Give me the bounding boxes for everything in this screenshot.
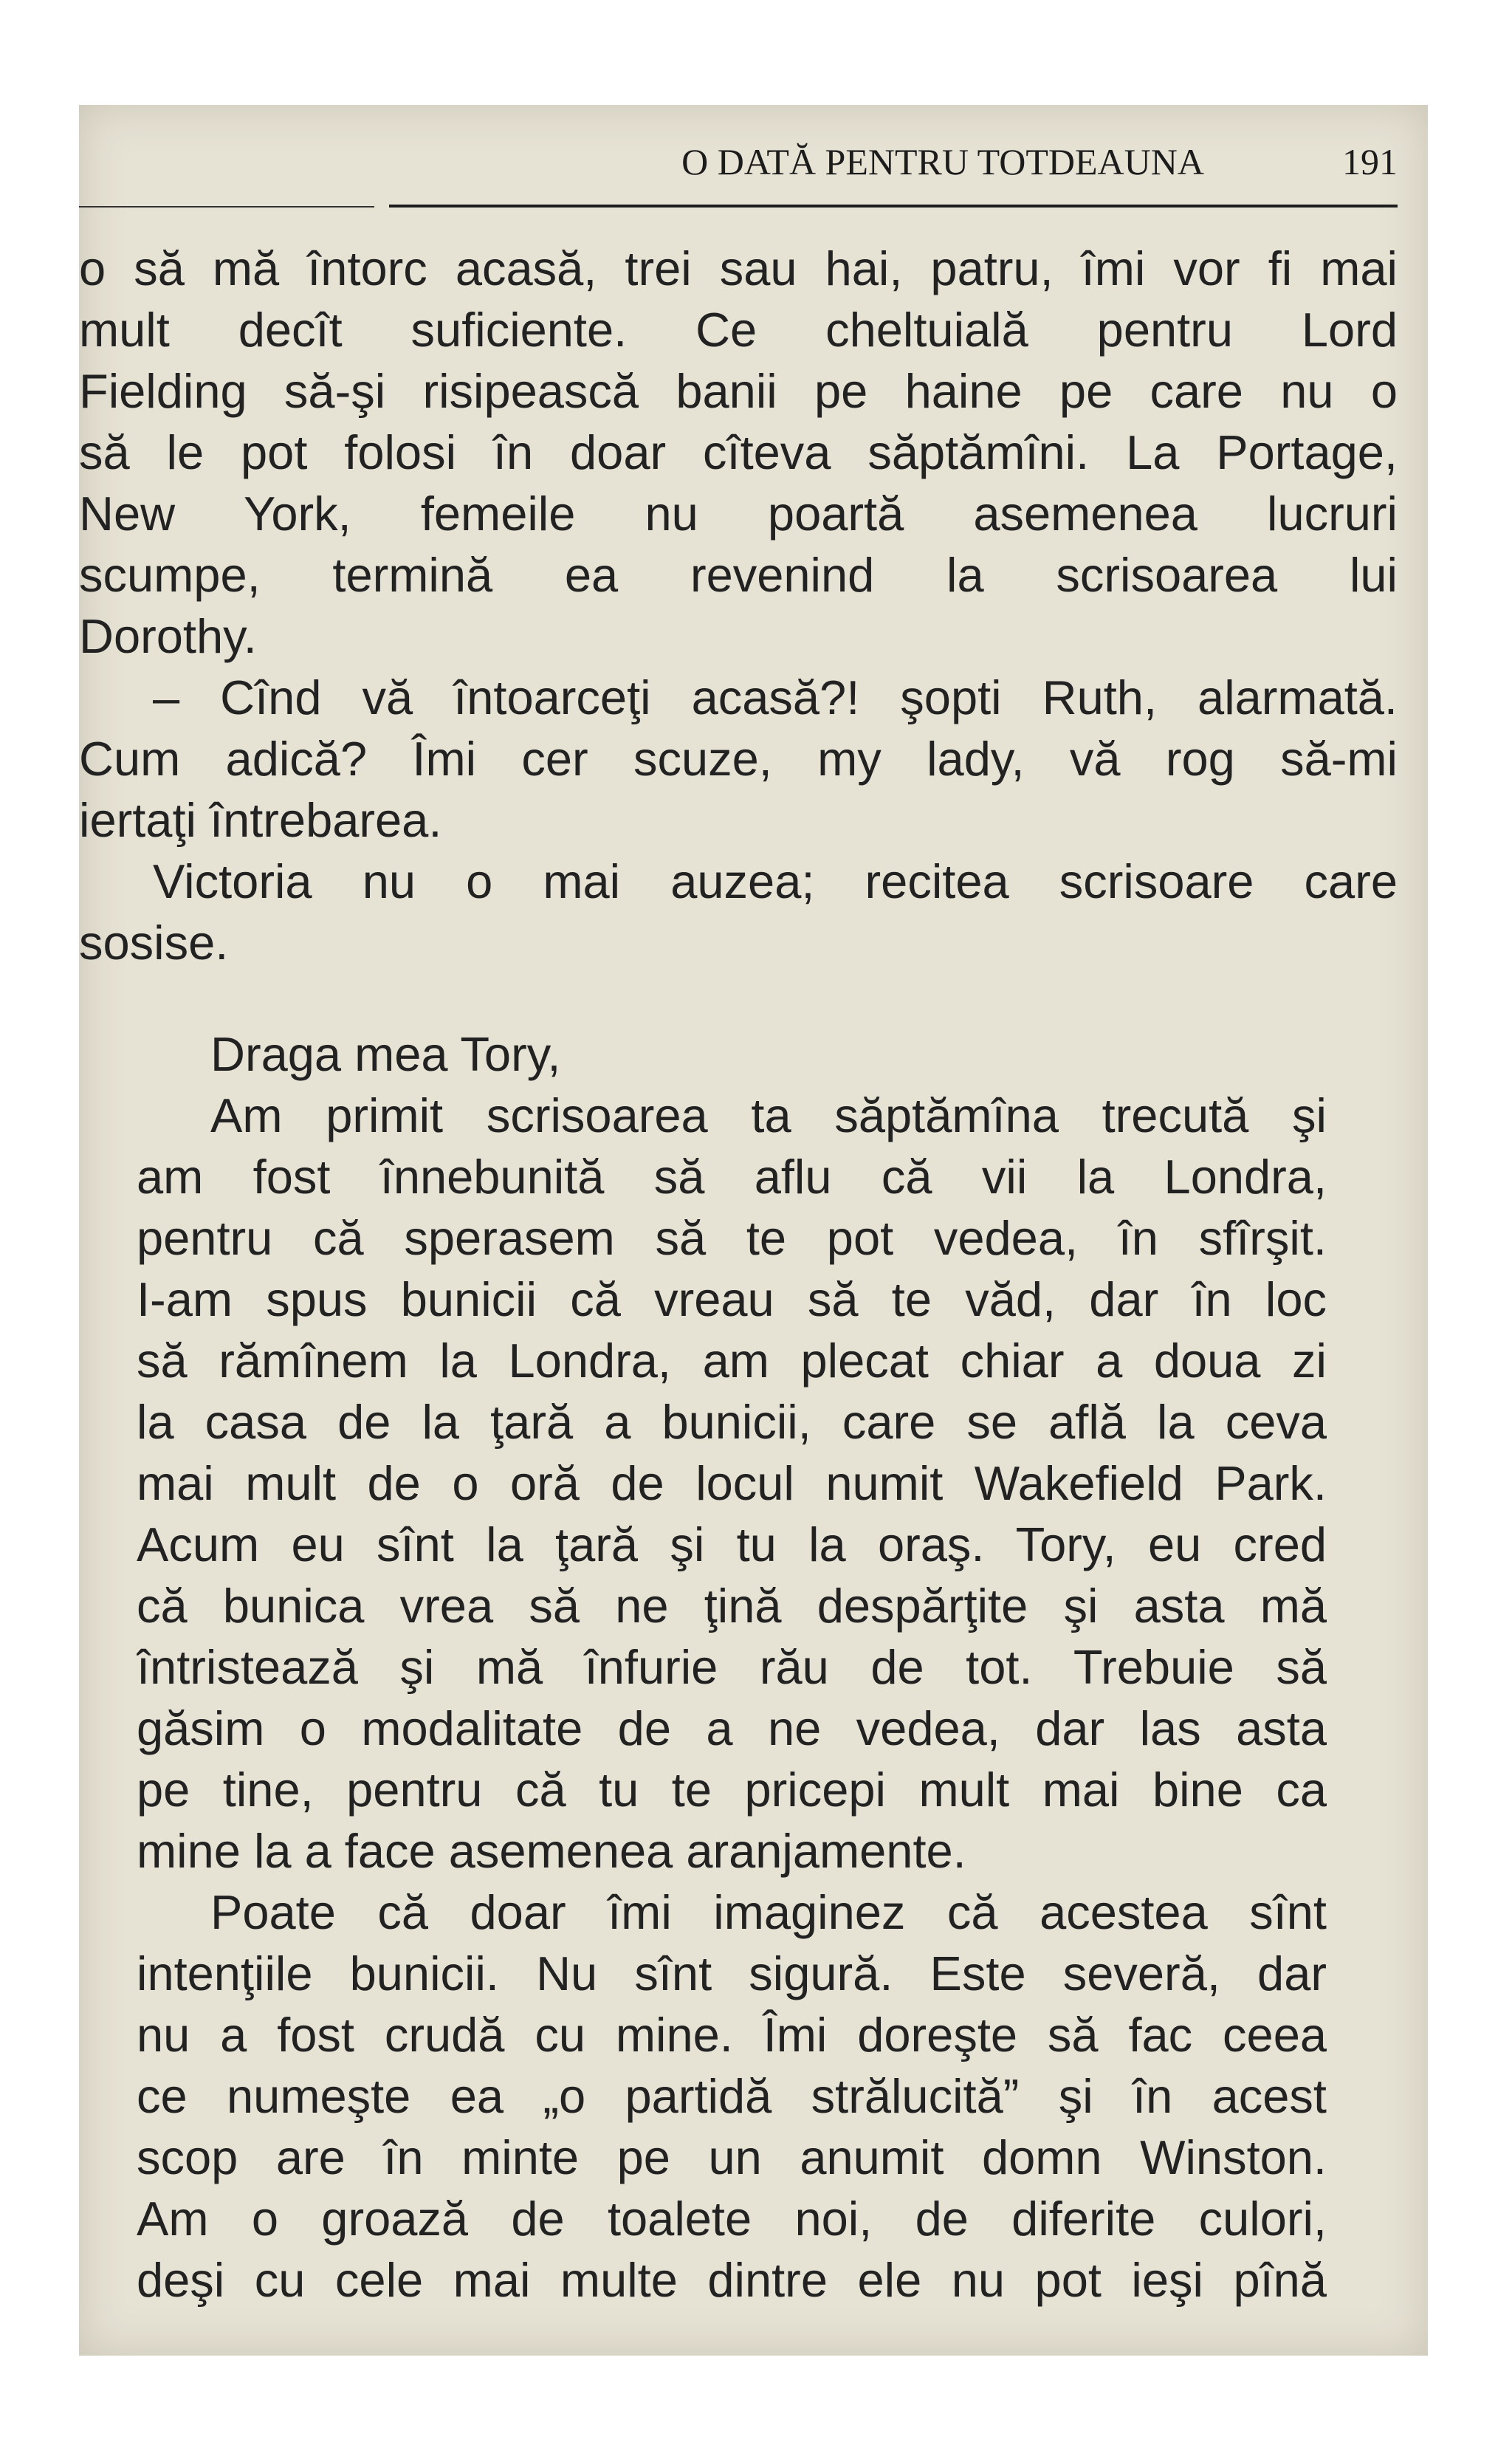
header-rule [389,205,1398,208]
text-line: – Cînd vă întoarceţi acasă?! şopti Ruth, alarmată. [153,671,1398,724]
letter-line: scop are în minte pe un anumit domn Winston. [137,2130,1327,2184]
text-line: iertaţi întrebarea. [79,793,442,847]
text-line: Cum adică? Îmi cer scuze, my lady, vă rog să-mi [79,732,1398,786]
narrative-text [79,238,1398,973]
text-line: mult decît suficiente. Ce cheltuială pentru Lord [79,303,1398,357]
text-line: scumpe, termină ea revenind la scrisoarea lui [79,548,1398,602]
letter-line: am fost înnebunită să aflu că vii la Londra, [137,1150,1327,1204]
text-line: Dorothy. [79,609,257,663]
letter-line: găsim o modalitate de a ne vedea, dar las asta [137,1701,1327,1755]
letter-line: nu a fost crudă cu mine. Îmi doreşte să fac ceea [137,2008,1327,2062]
letter-line: să rămînem la Londra, am plecat chiar a doua zi [137,1334,1327,1388]
letter-line: Acum eu sînt la ţară şi tu la oraş. Tory, eu cred [137,1517,1327,1571]
letter-line: Poate că doar îmi imaginez că acestea sînt [210,1885,1327,1939]
letter-line: ce numeşte ea „o partidă strălucită” şi în acest [137,2069,1327,2123]
letter-text [137,1023,1327,2311]
letter-line: pe tine, pentru că tu te pricepi mult mai bine ca [137,1763,1327,1817]
text-line: sosise. [79,916,229,970]
letter-line: la casa de la ţară a bunicii, care se află la ceva [137,1395,1327,1449]
letter-line: mai mult de o oră de locul numit Wakefield Park. [137,1456,1327,1510]
letter-line: deşi cu cele mai multe dintre ele nu pot ieşi pînă [137,2253,1327,2307]
text-line: New York, femeile nu poartă asemenea lucruri [79,487,1398,541]
letter-line: I-am spus bunicii că vreau să te văd, dar în loc [137,1272,1327,1326]
letter-line: că bunica vrea să ne ţină despărţite şi asta mă [137,1579,1327,1633]
header-rule-left [79,206,374,208]
letter-line: mine la a face asemenea aranjamente. [137,1824,966,1878]
running-title: O DATĂ PENTRU TOTDEAUNA [681,141,1204,182]
text-line: Fielding să-şi risipească banii pe haine pe care nu o [79,364,1398,418]
letter-line: Am primit scrisoarea ta săptămîna trecută şi [210,1088,1327,1142]
letter-line: Am o groază de toalete noi, de diferite culori, [137,2192,1327,2246]
letter-line: întristează şi mă înfurie rău de tot. Trebuie să [137,1640,1327,1694]
text-line: să le pot folosi în doar cîteva săptămîni. La Portage, [79,425,1398,479]
text-line: Victoria nu o mai auzea; recitea scrisoare care [153,854,1398,908]
letter-line: pentru că sperasem să te pot vedea, în sfîrşit. [137,1211,1327,1265]
running-header [79,140,1398,199]
text-line: o să mă întorc acasă, trei sau hai, patru, îmi vor fi mai [79,241,1398,295]
letter-salutation: Draga mea Tory, [210,1027,561,1081]
book-page [79,105,1428,2356]
letter-line: intenţiile bunicii. Nu sînt sigură. Este severă, dar [137,1947,1327,2000]
page-number: 191 [1342,141,1398,182]
